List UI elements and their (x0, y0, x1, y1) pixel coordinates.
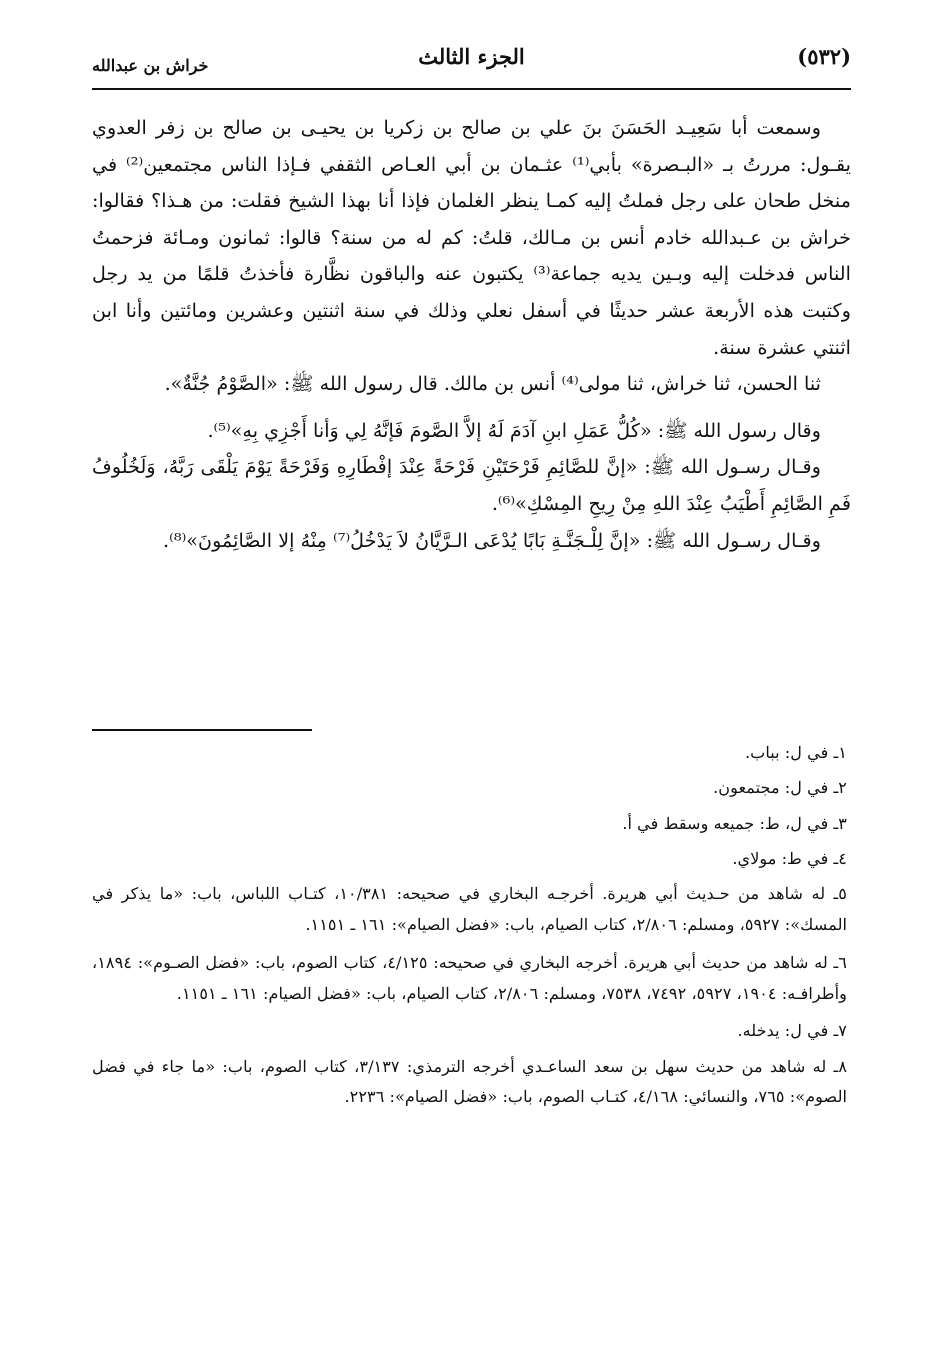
running-head: خراش بن عبدالله (92, 56, 209, 75)
page-header (92, 40, 851, 90)
footnote-3: ٣ـ في ل، ط: جميعه وسقط في أ. (622, 813, 847, 833)
footnote-4: ٤ـ في ط: مولاي. (732, 848, 847, 868)
footnote-2: ٢ـ في ل: مجتمعون. (713, 778, 847, 798)
footnote-5: ٥ـ له شاهد من حـديث أبي هريرة. أخرجـه البخاري في صحيحه: ١٠/٣٨١، كتـاب اللباس، باب: «ما يذكر في المسك»: ٥٩٢٧، ومسلم: ٢/٨٠٦، كتاب الصيام، باب: «فضل الصيام»: ١٦١ ـ ١١٥١. (92, 884, 847, 934)
part-title: الجزء الثالث (418, 44, 525, 69)
paragraph-hadith-3: وقـال رسـول الله ﷺ: «إنَّ للصَّائِمِ فَرْحَتَيْنِ فَرْحَةً عِنْدَ إفْطَارِهِ وَفَرْحَةً يَوْمَ يَلْقَى رَبَّهُ، وَلَخُلُوفُ فَمِ الصَّائِمِ أَطْيَبُ عِنْدَ اللهِ مِنْ رِيحِ المِسْكِ»⁽⁶⁾. (92, 455, 851, 515)
paragraph-hadith-1: ثنا الحسن، ثنا خراش، ثنا مولى⁽⁴⁾ أنس بن مالك. قال رسول الله ﷺ: «الصَّوْمُ جُنَّةٌ». (164, 372, 821, 396)
footnote-6: ٦ـ له شاهد من حديث أبي هريرة. أخرجه البخاري في صحيحه: ٤/١٢٥، كتاب الصوم، باب: «فضل الصـوم»: ١٨٩٤، وأطرافـه: ١٩٠٤، ٥٩٢٧، ٧٤٩٢، ٧٥٣٨، ومسلم: ٢/٨٠٦، كتاب الصيام، باب: «فضل الصيام: ١٦١ ـ ١١٥١. (92, 952, 847, 1003)
footnotes (92, 738, 847, 1118)
footnote-1: ١ـ في ل: بباب. (744, 743, 847, 762)
footnote-8: ٨ـ له شاهد من حديث سهل بن سعد الساعـدي أخرجه الترمذي: ٣/١٣٧، كتاب الصوم، باب: «ما جاء في فضل الصوم»: ٧٦٥، والنسائي: ٤/١٦٨، كتـاب الصوم، باب: «فضل الصيام»: ٢٢٣٦. (92, 1056, 848, 1107)
footnote-7: ٧ـ في ل: يدخله. (737, 1021, 847, 1041)
footnote-divider (92, 729, 312, 731)
paragraph-hadith-2: وقال رسول الله ﷺ: «كُلُّ عَمَلِ ابنِ آدَمَ لَهُ إلاَّ الصَّومَ فَإنَّهُ لِي وَأنا أَجْزِي بِهِ»⁽⁵⁾. (207, 418, 821, 442)
paragraph-narration: وسمعت أبا سَعِيـد الحَسَنَ بنَ علي بن صالح بن زكريا بن يحيـى بن صالح بن زفر العدوي يقـول: مررتُ بـ «البـصرة» بأبي⁽¹⁾ عثـمان بن أبي العـاص الثقفي فـإذا الناس مجتمعين⁽²⁾ في منخل طحان على رجل فملتُ إليه كمـا ينظر الغلمان فإذا أنا بهذا الشيخ فقلت: من هـذا؟ فقالوا: خراش بن عـبدالله خادم أنس بن مـالك، قلتُ: كم له من سنة؟ قالوا: ثمانون ومـائة فزحمتُ الناس فدخلت إليه وبـين يديه جماعة⁽³⁾ يكتبون عنه والباقون نظَّارة فأخذتُ قلمًا من يد رجل وكتبت هذه الأربعة عشر حديثًا في أسفل نعلي وذلك في سنة اثنتين وعشرين ومائتين وأنا ابن اثنتي عشرة سنة. (92, 116, 852, 359)
paragraph-hadith-4: وقـال رسـول الله ﷺ: «إنَّ لِلْـجَنَّـةِ بَابًا يُدْعَى الـرَّيَّانُ لاَ يَدْخُلُ⁽⁷⁾ مِنْهُ إلا الصَّائِمُونَ»⁽⁸⁾. (163, 528, 821, 552)
page-number: (٥٣٢) (797, 44, 851, 69)
main-text (92, 110, 851, 559)
